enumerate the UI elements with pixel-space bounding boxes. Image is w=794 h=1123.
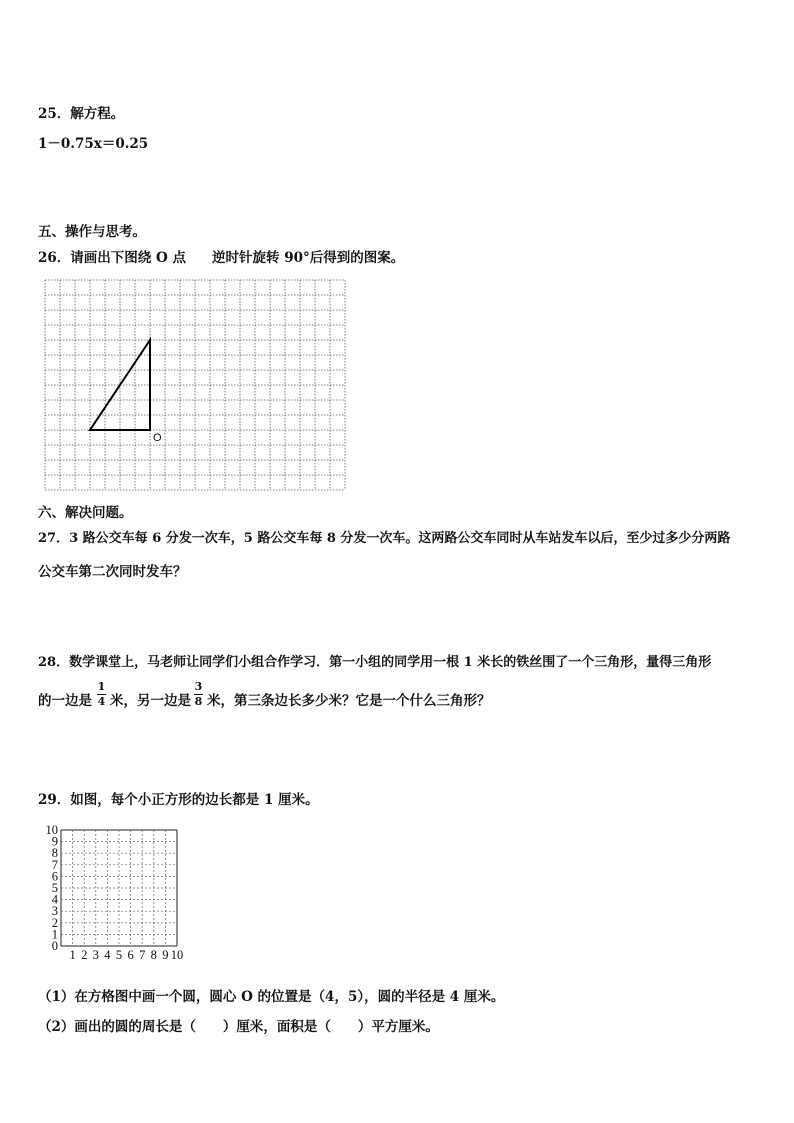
q25-equation: 1－0.75x＝0.25 xyxy=(38,136,149,152)
q28-seg3: 米，第三条边长多少米？它是一个什么三角形？ xyxy=(207,693,491,709)
x-axis-tick-label: 6 xyxy=(127,948,134,962)
rotation-grid xyxy=(44,279,346,493)
y-axis-tick-label: 9 xyxy=(51,834,58,849)
fraction-denominator: 8 xyxy=(194,695,203,708)
y-axis-tick-label: 1 xyxy=(51,927,58,942)
q28-seg2: 米，另一边是 xyxy=(110,693,191,709)
section5-heading: 五、操作与思考。 xyxy=(38,224,146,240)
point-o-label: O xyxy=(153,432,162,444)
y-axis-tick-label: 7 xyxy=(51,857,58,872)
x-axis-tick-label: 1 xyxy=(69,948,76,962)
fraction-numerator: 3 xyxy=(194,680,203,693)
x-axis-tick-label: 10 xyxy=(170,948,184,962)
y-axis-tick-label: 0 xyxy=(51,939,58,953)
q29-subquestion-1: （1）在方格图中画一个圆，圆心 O 的位置是（4，5），圆的半径是 4 厘米。 xyxy=(38,989,505,1005)
q28-seg1: 的一边是 xyxy=(38,693,92,709)
y-axis-tick-label: 3 xyxy=(51,904,58,919)
y-axis-tick-label: 4 xyxy=(51,892,58,907)
y-axis-tick-label: 8 xyxy=(51,846,58,861)
x-axis-tick-label: 3 xyxy=(92,948,99,962)
x-axis-tick-label: 9 xyxy=(162,948,169,962)
q26-prompt-end: 逆时针旋转 90°后得到的图案。 xyxy=(212,250,405,266)
q28-line1: 28．数学课堂上，马老师让同学们小组合作学习．第一小组的同学用一根 1 米长的铁丝围了一个三角形，量得三角形 xyxy=(38,655,712,670)
fraction-denominator: 4 xyxy=(97,695,106,708)
q25-title: 25．解方程。 xyxy=(38,106,125,122)
q29-title: 29．如图，每个小正方形的边长都是 1 厘米。 xyxy=(38,792,319,808)
q29-subquestion-2: （2）画出的圆的周长是（ ）厘米，面积是（ ）平方厘米。 xyxy=(38,1019,439,1035)
x-axis-tick-label: 4 xyxy=(104,948,111,962)
fraction-three-eighths xyxy=(194,681,203,708)
y-axis-tick-label: 2 xyxy=(51,915,58,930)
q26-prompt-start: 26．请画出下图绕 O 点 xyxy=(38,250,186,266)
fraction-one-quarter xyxy=(97,681,106,708)
q27-line1: 27．3 路公交车每 6 分发一次车，5 路公交车每 8 分发一次车。这两路公交车同时从车站发车以后，至少过多少分两路 xyxy=(38,531,731,546)
y-axis-tick-label: 10 xyxy=(45,823,58,837)
x-axis-tick-label: 7 xyxy=(139,948,146,962)
x-axis-tick-label: 2 xyxy=(81,948,88,962)
q27-line2: 公交车第二次同时发车？ xyxy=(38,564,187,580)
y-axis-tick-label: 5 xyxy=(51,881,58,895)
section6-heading: 六、解决问题。 xyxy=(38,505,133,521)
y-axis-tick-label: 6 xyxy=(51,869,58,884)
coordinate-grid xyxy=(36,823,196,968)
x-axis-tick-label: 5 xyxy=(115,948,123,962)
x-axis-tick-label: 8 xyxy=(150,948,157,962)
fraction-numerator: 1 xyxy=(97,680,106,693)
